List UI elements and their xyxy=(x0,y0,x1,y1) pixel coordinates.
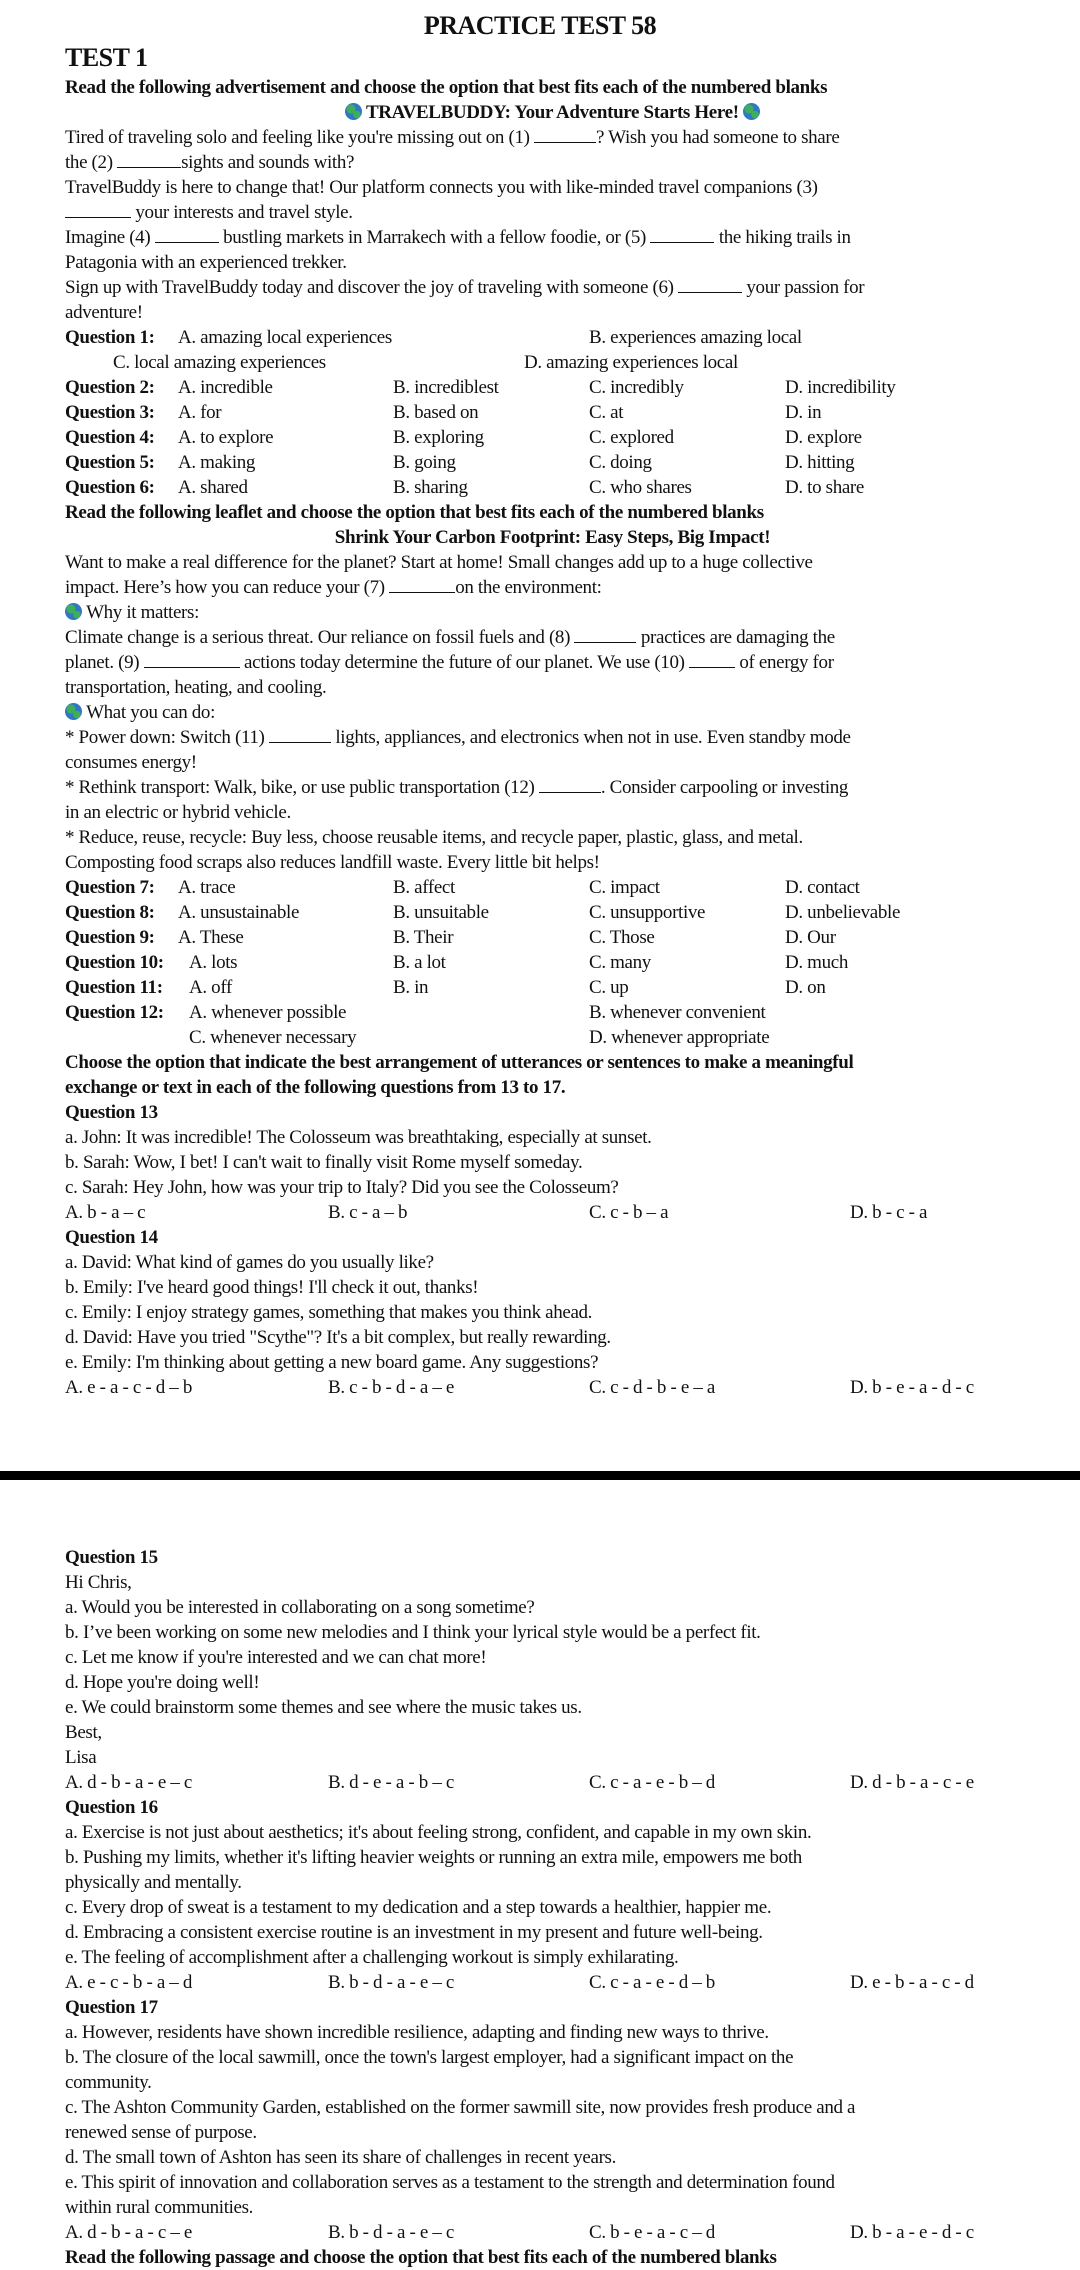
ad-paragraph-line: adventure! xyxy=(65,302,143,323)
globe-icon xyxy=(743,103,760,120)
page-title: PRACTICE TEST 58 xyxy=(423,11,657,40)
option-d[interactable]: D. in xyxy=(785,402,822,423)
question-15-label: Question 15 xyxy=(65,1547,158,1568)
question-16-options xyxy=(65,1970,1040,1995)
option-a[interactable]: A. trace xyxy=(178,877,236,898)
blank-3 xyxy=(65,200,131,218)
question-label: Question 5: xyxy=(65,452,155,473)
question-1 xyxy=(65,325,1040,350)
question-label: Question 1: xyxy=(65,327,155,348)
sentence: community. xyxy=(65,2072,152,2093)
sentence: b. Pushing my limits, whether it's lifting heavier weights or running an extra mile, empowers me both xyxy=(65,1847,802,1868)
option-a[interactable]: A. to explore xyxy=(178,427,274,448)
question-17-options xyxy=(65,2220,1040,2245)
section-instruction-partial: Read the following passage and choose the option that best fits each of the numbered blanks xyxy=(65,2247,777,2268)
question-label: Question 9: xyxy=(65,927,155,948)
sentence: b. The closure of the local sawmill, once the town's largest employer, had a significant impact on the xyxy=(65,2047,794,2068)
option-c[interactable]: C. explored xyxy=(589,427,674,448)
question-17-label: Question 17 xyxy=(65,1997,158,2018)
question-13-label: Question 13 xyxy=(65,1102,158,1123)
option-c[interactable]: C. up xyxy=(589,977,629,998)
option-b[interactable]: B. sharing xyxy=(393,477,468,498)
leaflet-heading: Shrink Your Carbon Footprint: Easy Steps, Big Impact! xyxy=(334,527,771,548)
option-a[interactable]: A. whenever possible xyxy=(189,1002,347,1023)
blank-1 xyxy=(534,125,596,143)
option-d[interactable]: D. explore xyxy=(785,427,862,448)
letter-signature: Lisa xyxy=(65,1747,97,1768)
option-b[interactable]: B. incrediblest xyxy=(393,377,499,398)
sentence: d. Hope you're doing well! xyxy=(65,1672,260,1693)
sentence: a. John: It was incredible! The Colosseum was breathtaking, especially at sunset. xyxy=(65,1127,652,1148)
question-label: Question 2: xyxy=(65,377,155,398)
question-9 xyxy=(65,925,1040,950)
option-c[interactable]: C. unsupportive xyxy=(589,902,706,923)
ad-paragraph-line: Patagonia with an experienced trekker. xyxy=(65,252,347,273)
question-13-options xyxy=(65,1200,1040,1225)
leaflet-line: consumes energy! xyxy=(65,752,197,773)
option-d[interactable]: D. on xyxy=(785,977,826,998)
section-arrangement-cont xyxy=(65,1545,1040,2270)
sentence: b. Emily: I've heard good things! I'll check it out, thanks! xyxy=(65,1277,479,1298)
sentence: c. Emily: I enjoy strategy games, something that makes you think ahead. xyxy=(65,1302,593,1323)
why-heading: Why it matters: xyxy=(65,600,1040,625)
sentence: renewed sense of purpose. xyxy=(65,2122,257,2143)
question-3 xyxy=(65,400,1040,425)
option-d[interactable]: D. whenever appropriate xyxy=(589,1027,770,1048)
ad-heading: TRAVELBUDDY: Your Adventure Starts Here! xyxy=(65,100,1040,125)
option-b[interactable]: B. a lot xyxy=(393,952,446,973)
option-b[interactable]: B. affect xyxy=(393,877,455,898)
option-d[interactable]: D. b - a - e - d - c xyxy=(850,2222,974,2243)
option-d[interactable]: D. contact xyxy=(785,877,860,898)
option-a[interactable]: A. d - b - a - c – e xyxy=(65,2222,193,2243)
sentence: e. We could brainstorm some themes and see where the music takes us. xyxy=(65,1697,582,1718)
option-c[interactable]: C. c - d - b - e – a xyxy=(589,1377,715,1398)
question-label: Question 10: xyxy=(65,952,164,973)
sentence: e. The feeling of accomplishment after a challenging workout is simply exhilarating. xyxy=(65,1947,679,1968)
question-12-cont xyxy=(65,1025,1040,1050)
option-b[interactable]: B. b - d - a - e – c xyxy=(328,2222,454,2243)
sentence: e. This spirit of innovation and collaboration serves as a testament to the strength and determination found xyxy=(65,2172,835,2193)
option-c[interactable]: C. c - a - e - b – d xyxy=(589,1772,715,1793)
sentence: a. Would you be interested in collaborating on a song sometime? xyxy=(65,1597,535,1618)
leaflet-line: * Rethink transport: Walk, bike, or use public transportation (12) . Consider carpooling or investing xyxy=(65,777,849,798)
option-b[interactable]: B. b - d - a - e – c xyxy=(328,1972,454,1993)
sentence: c. Let me know if you're interested and we can chat more! xyxy=(65,1647,487,1668)
option-a[interactable]: A. e - c - b - a – d xyxy=(65,1972,193,1993)
option-a[interactable]: A. shared xyxy=(178,477,248,498)
leaflet-line: in an electric or hybrid vehicle. xyxy=(65,802,291,823)
sentence: e. Emily: I'm thinking about getting a new board game. Any suggestions? xyxy=(65,1352,599,1373)
blank-6 xyxy=(678,275,742,293)
blank-10 xyxy=(689,650,735,668)
option-b[interactable]: B. whenever convenient xyxy=(589,1002,766,1023)
option-c[interactable]: C. c - a - e - d – b xyxy=(589,1972,715,1993)
option-c[interactable]: C. whenever necessary xyxy=(189,1027,357,1048)
sentence: c. Sarah: Hey John, how was your trip to Italy? Did you see the Colosseum? xyxy=(65,1177,619,1198)
question-14-label: Question 14 xyxy=(65,1227,158,1248)
option-b[interactable]: B. Their xyxy=(393,927,454,948)
question-8 xyxy=(65,900,1040,925)
option-a[interactable]: A. for xyxy=(178,402,222,423)
option-d[interactable]: D. much xyxy=(785,952,848,973)
option-b[interactable]: B. experiences amazing local xyxy=(589,327,802,348)
ad-paragraph-line: your interests and travel style. xyxy=(65,200,1040,225)
question-11 xyxy=(65,975,1040,1000)
option-a[interactable]: A. incredible xyxy=(178,377,273,398)
letter-greeting: Hi Chris, xyxy=(65,1572,132,1593)
option-a[interactable]: A. unsustainable xyxy=(178,902,300,923)
what-heading: What you can do: xyxy=(65,700,1040,725)
sentence: a. However, residents have shown incredible resilience, adapting and finding new ways to thrive. xyxy=(65,2022,769,2043)
ad-paragraph-line: Sign up with TravelBuddy today and discover the joy of traveling with someone (6) your passion for xyxy=(65,277,865,298)
test-label: TEST 1 xyxy=(65,43,148,72)
question-6 xyxy=(65,475,1040,500)
option-d[interactable]: D. unbelievable xyxy=(785,902,901,923)
sentence: a. Exercise is not just about aesthetics; it's about feeling strong, confident, and capable in my own skin. xyxy=(65,1822,812,1843)
option-c[interactable]: C. Those xyxy=(589,927,655,948)
question-14-options xyxy=(65,1375,1040,1400)
question-2 xyxy=(65,375,1040,400)
option-d[interactable]: D. incredibility xyxy=(785,377,896,398)
ad-paragraph-line: the (2) sights and sounds with? xyxy=(65,152,355,173)
question-7 xyxy=(65,875,1040,900)
blank-8 xyxy=(574,625,636,643)
blank-5 xyxy=(650,225,714,243)
question-5 xyxy=(65,450,1040,475)
option-d[interactable]: D. b - e - a - d - c xyxy=(850,1377,974,1398)
option-d[interactable]: D. Our xyxy=(785,927,836,948)
question-label: Question 4: xyxy=(65,427,155,448)
option-b[interactable]: B. c - a – b xyxy=(328,1202,408,1223)
page-separator xyxy=(0,1471,1080,1480)
question-label: Question 7: xyxy=(65,877,155,898)
option-d[interactable]: D. to share xyxy=(785,477,864,498)
option-a[interactable]: A. b - a – c xyxy=(65,1202,146,1223)
sentence: d. The small town of Ashton has seen its share of challenges in recent years. xyxy=(65,2147,616,2168)
option-b[interactable]: B. unsuitable xyxy=(393,902,489,923)
option-c[interactable]: C. doing xyxy=(589,452,652,473)
option-c[interactable]: C. impact xyxy=(589,877,660,898)
question-16-label: Question 16 xyxy=(65,1797,158,1818)
question-label: Question 3: xyxy=(65,402,155,423)
option-c[interactable]: C. many xyxy=(589,952,651,973)
option-c[interactable]: C. at xyxy=(589,402,624,423)
question-12 xyxy=(65,1000,1040,1025)
globe-icon xyxy=(65,703,82,720)
leaflet-line: planet. (9) actions today determine the future of our planet. We use (10) of energy for xyxy=(65,652,834,673)
option-a[interactable]: A. e - a - c - d – b xyxy=(65,1377,193,1398)
sentence: c. The Ashton Community Garden, established on the former sawmill site, now provides fresh produce and a xyxy=(65,2097,856,2118)
leaflet-line: * Power down: Switch (11) lights, appliances, and electronics when not in use. Even standby mode xyxy=(65,727,851,748)
blank-9 xyxy=(144,650,240,668)
option-c[interactable]: C. b - e - a - c – d xyxy=(589,2222,715,2243)
question-label: Question 11: xyxy=(65,977,163,998)
sentence: b. Sarah: Wow, I bet! I can't wait to finally visit Rome myself someday. xyxy=(65,1152,583,1173)
option-c[interactable]: C. incredibly xyxy=(589,377,684,398)
option-b[interactable]: B. going xyxy=(393,452,456,473)
section-instruction: Read the following advertisement and choose the option that best fits each of the numbered blanks xyxy=(65,77,828,98)
question-label: Question 6: xyxy=(65,477,155,498)
section-instruction: exchange or text in each of the following questions from 13 to 17. xyxy=(65,1077,566,1098)
leaflet-line: Climate change is a serious threat. Our reliance on fossil fuels and (8) practices are damaging the xyxy=(65,627,835,648)
option-d[interactable]: D. amazing experiences local xyxy=(524,352,738,373)
option-a[interactable]: A. lots xyxy=(189,952,238,973)
section-advertisement xyxy=(65,75,1040,1400)
leaflet-line: Want to make a real difference for the planet? Start at home! Small changes add up to a huge collective xyxy=(65,552,813,573)
option-b[interactable]: B. in xyxy=(393,977,429,998)
option-d[interactable]: D. e - b - a - c - d xyxy=(850,1972,974,1993)
question-label: Question 8: xyxy=(65,902,155,923)
ad-paragraph-line: Imagine (4) bustling markets in Marrakech with a fellow foodie, or (5) the hiking trails in xyxy=(65,227,851,248)
blank-4 xyxy=(155,225,219,243)
section-instruction: Choose the option that indicate the best arrangement of utterances or sentences to make a meaningful xyxy=(65,1052,854,1073)
question-15-options xyxy=(65,1770,1040,1795)
leaflet-line: * Reduce, reuse, recycle: Buy less, choose reusable items, and recycle paper, plastic, glass, and metal. xyxy=(65,827,803,848)
question-1-cont xyxy=(65,350,1040,375)
leaflet-line: Composting food scraps also reduces landfill waste. Every little bit helps! xyxy=(65,852,600,873)
option-c[interactable]: C. c - b – a xyxy=(589,1202,669,1223)
sentence: d. David: Have you tried "Scythe"? It's a bit complex, but really rewarding. xyxy=(65,1327,611,1348)
ad-paragraph-line: TravelBuddy is here to change that! Our platform connects you with like-minded travel companions (3) xyxy=(65,177,818,198)
question-4 xyxy=(65,425,1040,450)
letter-closing: Best, xyxy=(65,1722,102,1743)
question-10 xyxy=(65,950,1040,975)
option-a[interactable]: A. These xyxy=(178,927,244,948)
option-c[interactable]: C. who shares xyxy=(589,477,692,498)
option-b[interactable]: B. exploring xyxy=(393,427,484,448)
sentence: c. Every drop of sweat is a testament to my dedication and a step towards a healthier, happier me. xyxy=(65,1897,772,1918)
option-b[interactable]: B. d - e - a - b – c xyxy=(328,1772,454,1793)
blank-11 xyxy=(269,725,331,743)
sentence: a. David: What kind of games do you usually like? xyxy=(65,1252,434,1273)
leaflet-line: transportation, heating, and cooling. xyxy=(65,677,327,698)
option-c[interactable]: C. local amazing experiences xyxy=(113,352,326,373)
blank-7 xyxy=(389,575,455,593)
option-b[interactable]: B. based on xyxy=(393,402,479,423)
option-a[interactable]: A. making xyxy=(178,452,256,473)
globe-icon xyxy=(65,603,82,620)
leaflet-line: impact. Here’s how you can reduce your (7) on the environment: xyxy=(65,577,602,598)
option-d[interactable]: D. b - c - a xyxy=(850,1202,928,1223)
sentence: physically and mentally. xyxy=(65,1872,242,1893)
sentence: within rural communities. xyxy=(65,2197,254,2218)
ad-paragraph-line: Tired of traveling solo and feeling like you're missing out on (1) ? Wish you had someone to share xyxy=(65,127,840,148)
option-a[interactable]: A. amazing local experiences xyxy=(178,327,392,348)
sentence: b. I’ve been working on some new melodies and I think your lyrical style would be a perfect fit. xyxy=(65,1622,761,1643)
blank-12 xyxy=(539,775,601,793)
globe-icon xyxy=(345,103,362,120)
option-a[interactable]: A. d - b - a - e – c xyxy=(65,1772,193,1793)
option-b[interactable]: B. c - b - d - a – e xyxy=(328,1377,454,1398)
option-d[interactable]: D. hitting xyxy=(785,452,855,473)
option-a[interactable]: A. off xyxy=(189,977,232,998)
option-d[interactable]: D. d - b - a - c - e xyxy=(850,1772,974,1793)
question-label: Question 12: xyxy=(65,1002,164,1023)
blank-2 xyxy=(117,150,181,168)
section-instruction: Read the following leaflet and choose the option that best fits each of the numbered blanks xyxy=(65,502,764,523)
sentence: d. Embracing a consistent exercise routine is an investment in my present and future well-being. xyxy=(65,1922,763,1943)
